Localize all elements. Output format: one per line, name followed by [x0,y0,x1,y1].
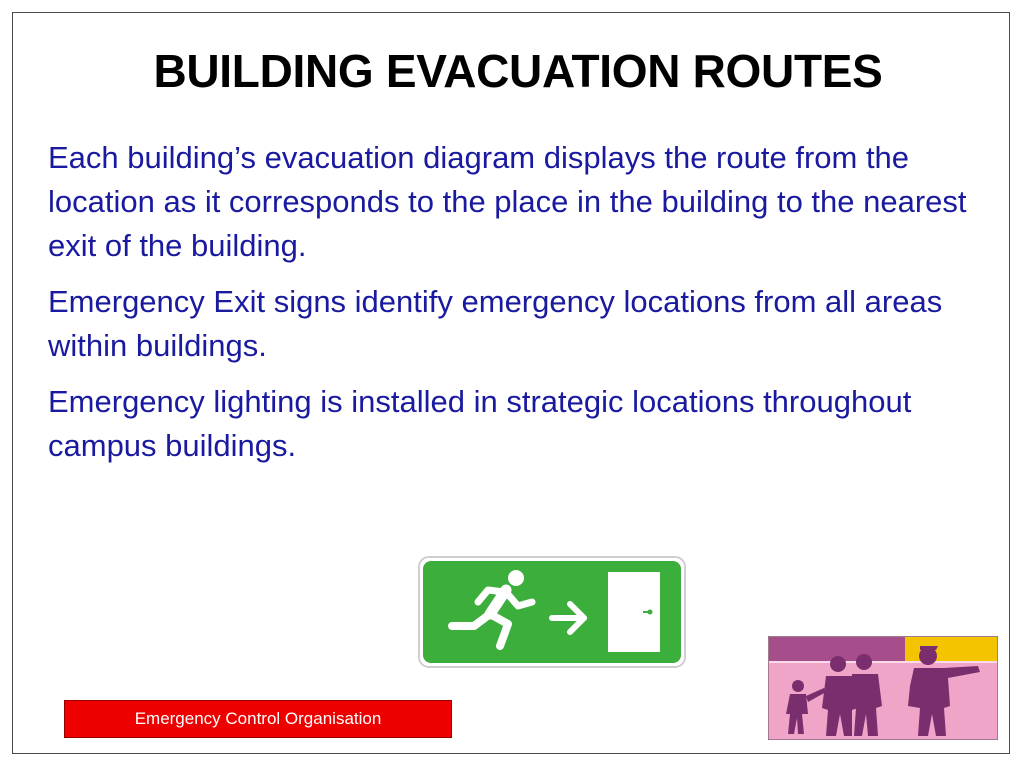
organisation-banner-label: Emergency Control Organisation [134,709,382,728]
exit-door-icon [608,572,660,652]
paragraph-evacuation-diagram: Each building’s evacuation diagram displays the route from the location as it corresponds to the place in the building to the nearest exit of the building. [48,140,967,263]
evacuating-people-icon [768,636,998,740]
paragraph-exit-signs: Emergency Exit signs identify emergency locations from all areas within buildings. [48,284,943,363]
body-text [48,136,988,480]
exit-sign-image [418,556,686,668]
slide-title: BUILDING EVACUATION ROUTES [153,45,883,97]
organisation-banner [64,700,452,738]
paragraph-emergency-lighting: Emergency lighting is installed in strategic locations throughout campus buildings. [48,384,912,463]
